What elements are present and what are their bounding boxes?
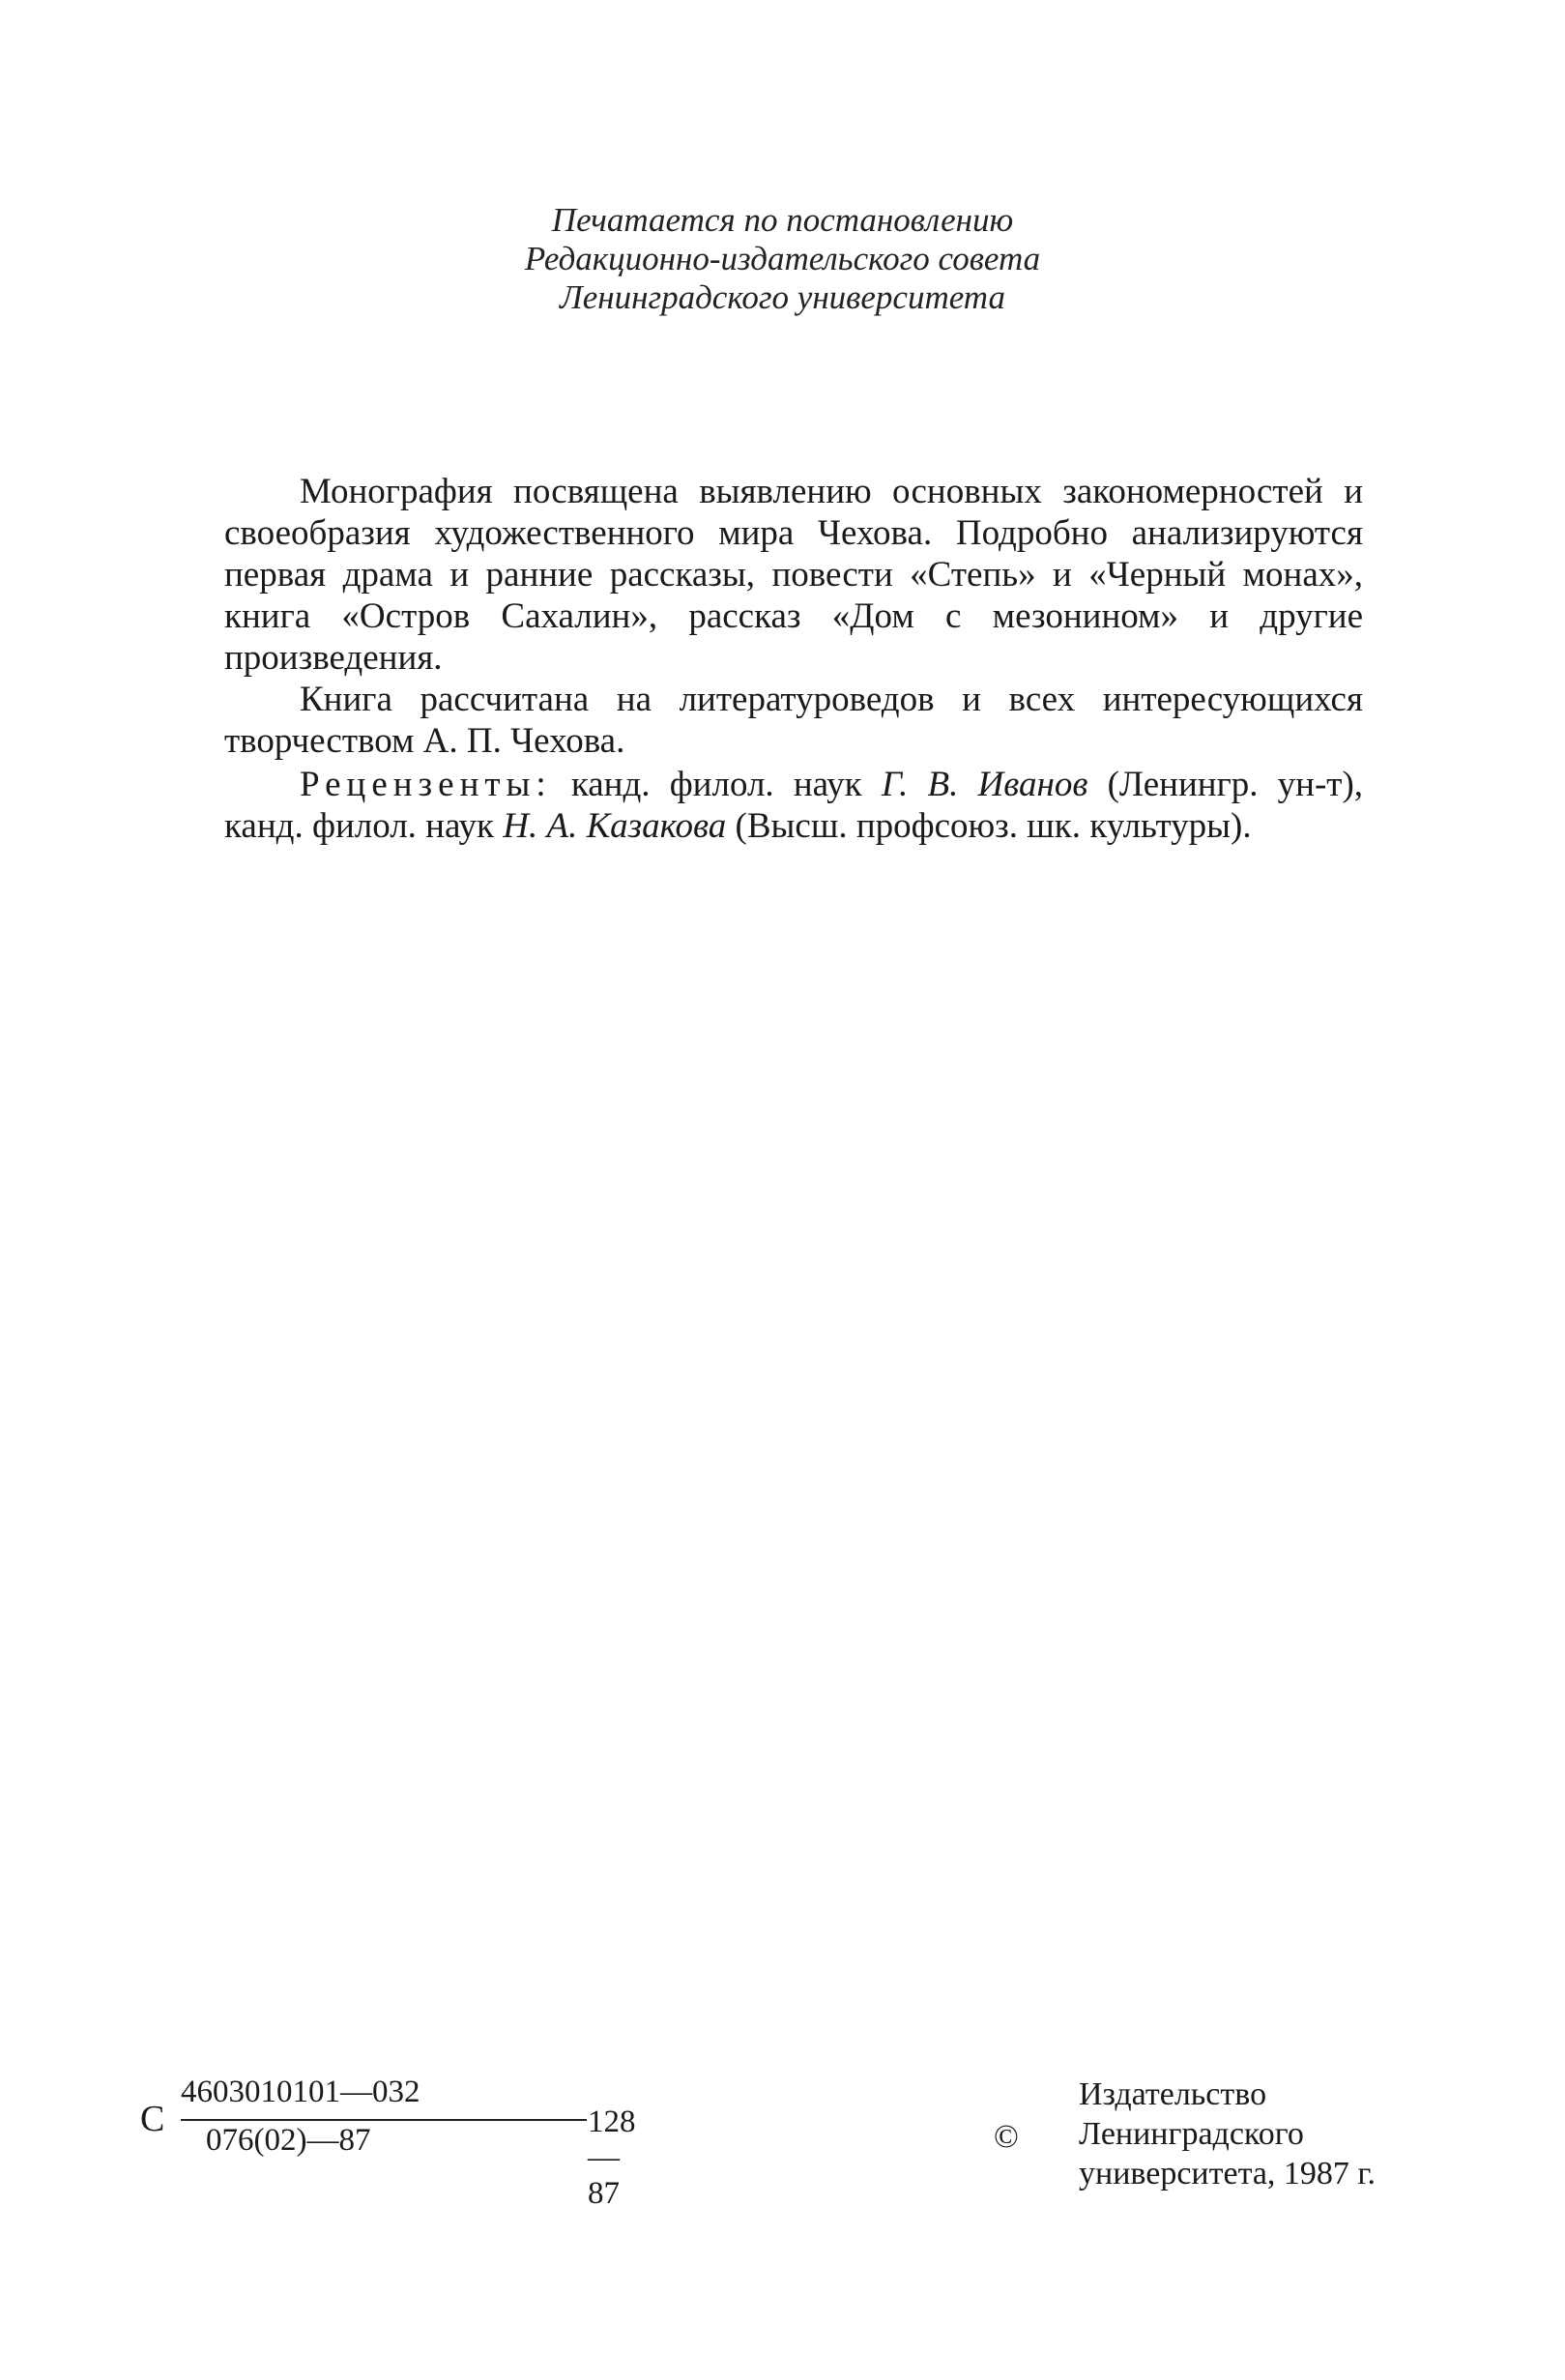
abstract bbox=[224, 471, 1363, 762]
index-denominator: 076(02)—87 bbox=[206, 2123, 371, 2158]
publisher-line: Издательство bbox=[1079, 2076, 1267, 2112]
publisher-notice bbox=[1079, 2075, 1436, 2193]
publication-index bbox=[140, 2075, 636, 2211]
reviewers-paragraph bbox=[224, 764, 1363, 847]
index-numerator: 4603010101—032 bbox=[181, 2075, 420, 2109]
reviewers-label: Рецензенты: bbox=[300, 765, 552, 804]
imprint-notice bbox=[0, 201, 1565, 317]
abstract-paragraph: Монография посвящена выявлению основных закономерностей и своеобразия художественного мира Чехова. Подробно анализируются первая драма и ранние рассказы, повести «Степь» и «Черный монах», книга «Остров Сахалин», рассказ «Дом с мезонином» и другие произведения. bbox=[224, 472, 1363, 678]
reviewer-name: Г. В. Иванов bbox=[881, 765, 1088, 804]
fraction-bar bbox=[181, 2119, 587, 2121]
imprint-line: Ленинградского университета bbox=[559, 278, 1005, 316]
reviewers bbox=[224, 764, 1363, 847]
publisher-line: университета, 1987 г. bbox=[1079, 2156, 1377, 2191]
imprint-line: Редакционно-издательского совета bbox=[524, 240, 1041, 277]
reviewer-degree: канд. филол. наук bbox=[224, 806, 494, 846]
index-letter: С bbox=[140, 2099, 165, 2139]
reviewer-affiliation: (Высш. профсоюз. шк. культуры). bbox=[735, 806, 1252, 846]
reviewer-affiliation: (Ленингр. ун-т), bbox=[1107, 765, 1364, 804]
publisher-line: Ленинградского bbox=[1079, 2116, 1304, 2152]
abstract-paragraph: Книга рассчитана на литературоведов и всех интересующихся творчеством А. П. Чехова. bbox=[224, 680, 1363, 761]
reviewer-name: Н. А. Казакова bbox=[503, 806, 727, 846]
copyright-icon: © bbox=[994, 2119, 1019, 2155]
reviewer-degree: канд. филол. наук bbox=[570, 765, 862, 804]
index-tail: 128—87 bbox=[588, 2104, 636, 2211]
imprint-line: Печатается по постановлению bbox=[551, 201, 1014, 239]
